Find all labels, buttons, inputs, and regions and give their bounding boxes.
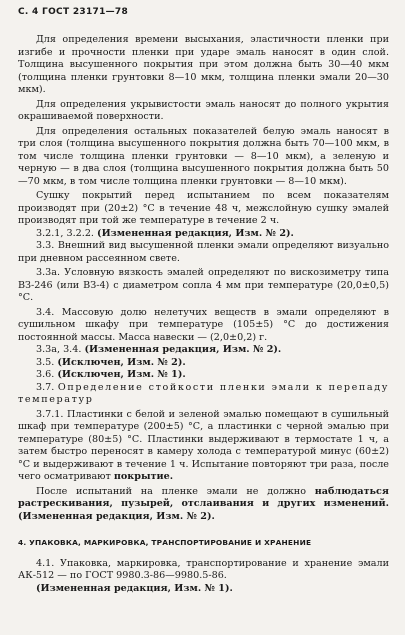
paragraph-4-1-revision: (Измененная редакция, Изм. № 1).: [36, 582, 233, 594]
paragraph-text: 3.7.1. Пластинки с белой и зеленой эмалью помещают в сушильный шкаф при температуре (200±5) °С, а пластинки с черной эмалью при температуре (80±5) °С. Пластинки выдерживают в термостате 1 ч, а затем быстро переносят в камеру холода с температурой минус (60±2) °С и выдерживают в течение 1 ч. Испытание повторяют три раза, после чего осматривают: [18, 408, 389, 482]
paragraph-hiding-power: Для определения укрывистости эмаль наносят до полного укрытия окрашиваемой поверхности.: [18, 98, 389, 122]
clause-number: 3.2.1, 3.2.2.: [36, 227, 94, 239]
paragraph-drying: Для определения времени высыхания, эластичности пленки при изгибе и прочности пленки при ударе эмаль наносят в один слой. Толщина высушенного покрытия при этом должна быть 30—40 мкм (толщина пленки грунтовки 8—10 мкм, толщина пленки эмали 20—30 мкм).: [18, 34, 389, 95]
paragraph-curing: Сушку покрытий перед испытанием по всем показателям производят при (20±2) °С в течение 48 ч, межслойную сушку эмалей производят при той же температуре в течение 2 ч.: [18, 190, 389, 226]
revision-note: (Измененная редакция, Изм. № 2).: [84, 344, 282, 355]
paragraph-other-indicators: Для определения остальных показателей белую эмаль наносят в три слоя (толщина высушенного покрытия должна быть 70—100 мкм, в том числе толщина пленки грунтовки — 8—10 мкм), а зеленую и черную — в два слоя (толщина высушенного покрытия должна быть 50—70 мкм, в том числе толщина пленки грунтовки — 8—10 мкм).: [18, 125, 389, 187]
paragraph-3-7: [18, 382, 389, 407]
paragraph-3-2-1: [18, 228, 389, 241]
paragraph-after-test: [18, 486, 389, 524]
paragraph-3-3a-3-4: [18, 344, 389, 357]
paragraph-3-4: 3.4. Массовую долю нелетучих веществ в эмали определяют в сушильном шкафу при температуре (105±5) °С до достижения постоянной массы. Масса навески — (2,0±0,2) г.: [18, 306, 389, 343]
emphasized-text: наблюдаться растрескивания, пузырей, отслаивания и других изменений: [18, 485, 389, 509]
revision-note: . (Измененная редакция, Изм. № 2).: [18, 498, 389, 522]
paragraph-3-6: [18, 369, 389, 382]
emphasized-text: покрытие.: [113, 471, 174, 482]
clause-number: 3.6.: [36, 369, 55, 380]
paragraph-3-5: [18, 357, 389, 370]
paragraph-3-3a: 3.3а. Условную вязкость эмалей определяют по вискозиметру типа ВЗ-246 (или ВЗ-4) с диаметром сопла 4 мм при температуре (20,0±0,5) °С.: [18, 267, 389, 303]
clause-number: 3.3а, 3.4.: [36, 344, 82, 355]
document-body: [18, 34, 389, 595]
paragraph-4-1: 4.1. Упаковка, маркировка, транспортирование и хранение эмали АК-512 — по ГОСТ 9980.3-86—9980.5-86.: [18, 557, 389, 581]
paragraph-text: После испытаний на пленке эмали не должно: [36, 485, 306, 497]
page-header: С. 4 ГОСТ 23171—78: [18, 7, 129, 17]
revision-note: (Исключен, Изм. № 2).: [57, 356, 186, 368]
clause-number: 3.5.: [36, 356, 55, 368]
clause-title: Определение стойкости пленки эмали к перепаду температур: [18, 381, 389, 405]
paragraph-3-7-1: [18, 409, 389, 484]
section-4-title: 4. УПАКОВКА, МАРКИРОВКА, ТРАНСПОРТИРОВАНИЕ И ХРАНЕНИЕ: [18, 538, 312, 547]
revision-note: (Измененная редакция, Изм. № 2).: [97, 227, 294, 239]
revision-note: (Исключен, Изм. № 1).: [57, 369, 186, 380]
clause-number: 3.7.: [36, 381, 55, 393]
paragraph-3-3: 3.3. Внешний вид высушенной пленки эмали определяют визуально при дневном рассеянном свете.: [18, 240, 389, 264]
